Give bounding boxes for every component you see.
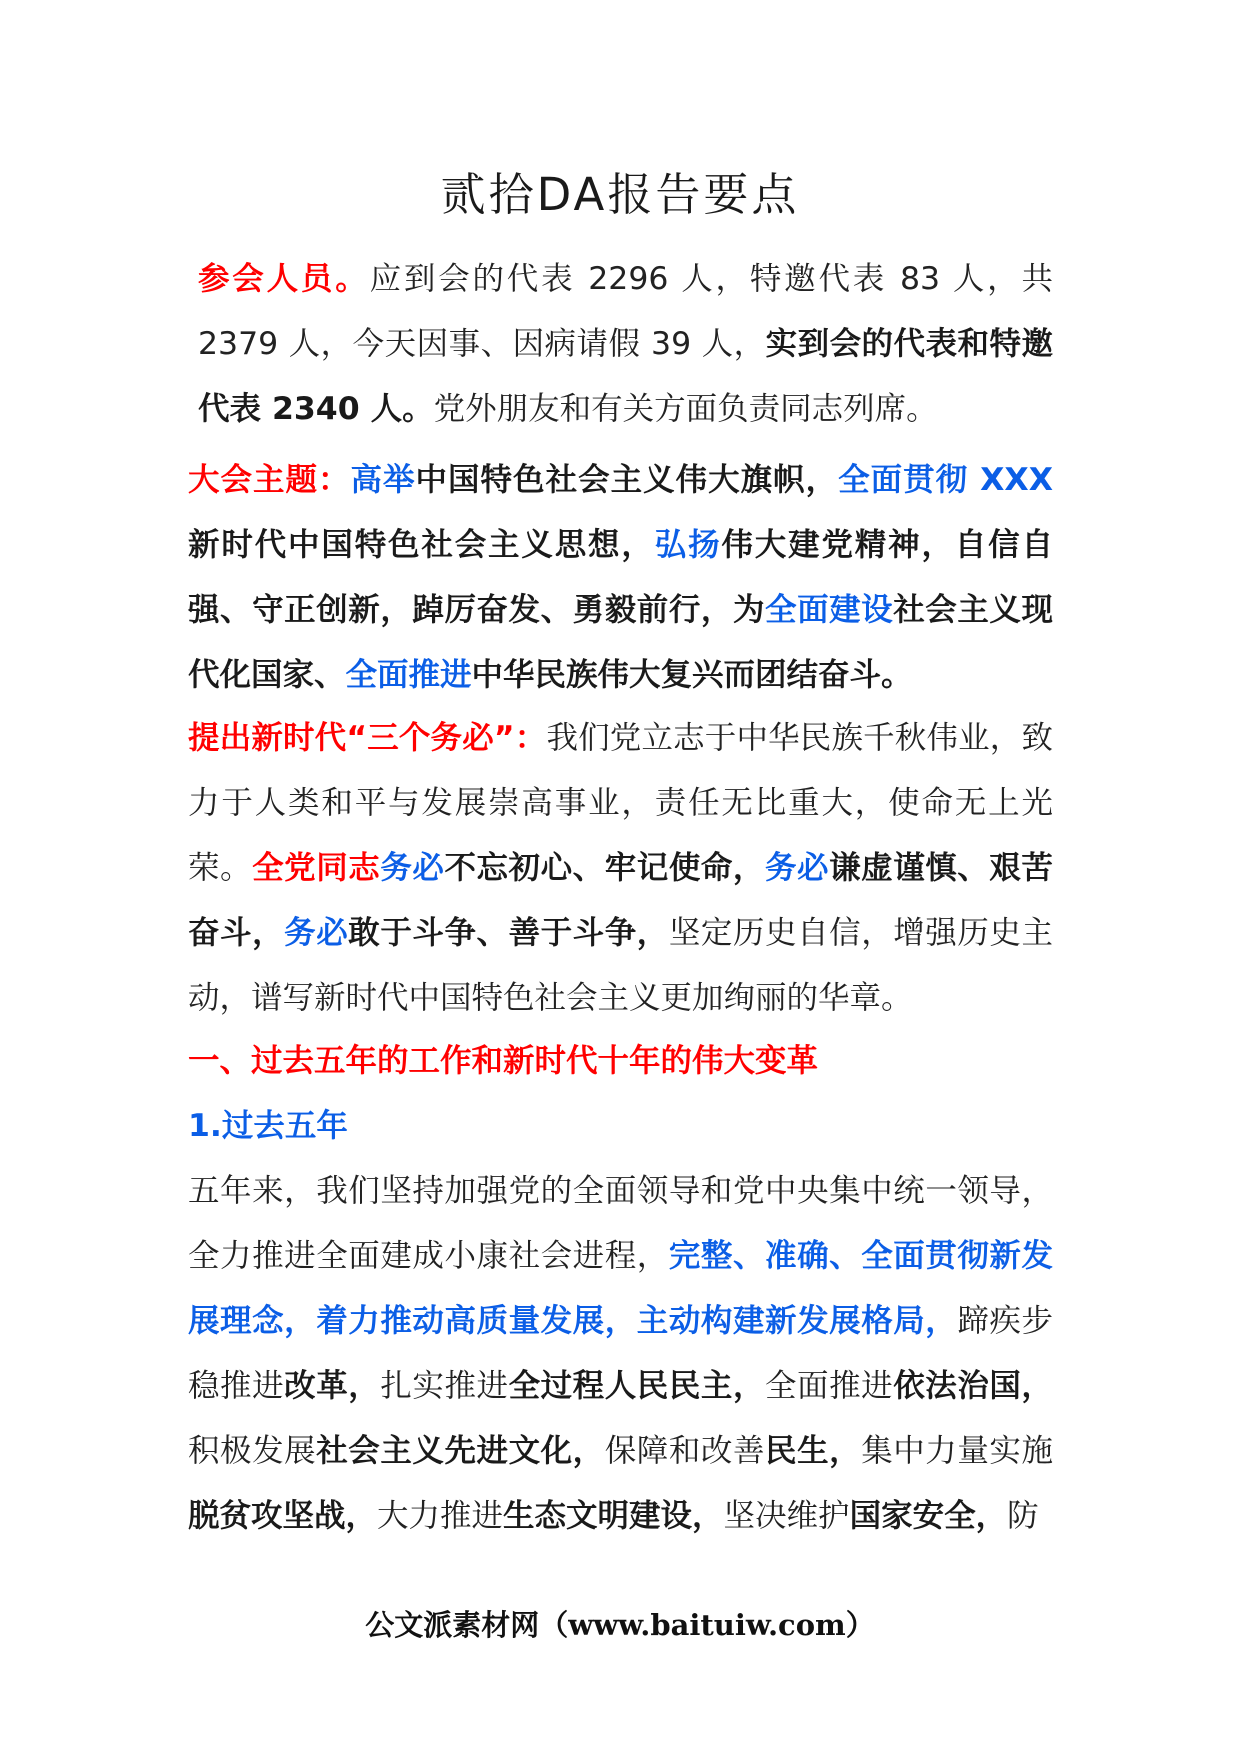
footer-source: 公文派素材网（www.baituiw.com） <box>365 1608 875 1642</box>
body-text: 全过程人民民主， <box>508 1368 765 1404</box>
three-musts-label: 提出新时代“三个务必”： <box>188 720 547 756</box>
theme-segment: 中国特色社会主义伟大旗帜， <box>415 462 839 498</box>
three-musts-text: 我们党立志于中华民族千秋伟业，致力于人类和平与发展崇高事业，责任无比重大，使命无上光荣。 <box>188 720 1053 886</box>
body-text: 蹄疾步稳推进 <box>188 1303 1053 1404</box>
theme-segment: 新时代中国特色社会主义思想， <box>188 527 655 563</box>
three-musts-text: 全党同志 <box>252 850 381 886</box>
three-musts-text: 坚定历史自信，增强历史主动，谱写新时代中国特色社会主义更加绚丽的华章。 <box>188 915 1053 1016</box>
page-title: 贰拾DA报告要点 <box>440 168 800 221</box>
body-text: 保障和改善 <box>604 1433 766 1469</box>
theme-paragraph <box>188 448 1053 708</box>
three-musts-paragraph <box>188 706 1053 1031</box>
three-musts-text: 务必 <box>764 850 830 886</box>
body-text: 坚决维护 <box>723 1498 850 1534</box>
theme-segment: 弘扬 <box>654 527 722 563</box>
body-text: 民生， <box>765 1433 862 1469</box>
three-musts-text: 谦虚谨慎、艰苦奋斗， <box>188 850 1053 951</box>
body-text: 大力推进 <box>377 1498 504 1534</box>
body-text: 集中力量实施 <box>861 1433 1053 1469</box>
theme-segment: 全面推进 <box>345 657 472 693</box>
section-subheading: 1.过去五年 <box>188 1108 348 1144</box>
theme-segment: 全面建设 <box>765 592 894 628</box>
three-musts-text: 务必 <box>380 850 445 886</box>
three-musts-text: 务必 <box>284 915 349 951</box>
three-musts-text: 不忘初心、牢记使命， <box>444 850 765 886</box>
attendance-text-2: 党外朋友和有关方面负责同志列席。 <box>433 391 938 427</box>
three-musts-text: 敢于斗争、善于斗争， <box>348 915 669 951</box>
body-text: 依法治国， <box>893 1368 1053 1404</box>
theme-segment: 社会主义现代化国家、 <box>188 592 1053 693</box>
theme-segment: 伟大建党精神，自信自强、守正创新，踔厉奋发、勇毅前行，为 <box>188 527 1053 628</box>
body-text: 全面推进 <box>765 1368 894 1404</box>
body-text: 改革， <box>284 1368 381 1404</box>
theme-label: 大会主题： <box>188 462 351 498</box>
body-text: 扎实推进 <box>380 1368 509 1404</box>
theme-segment: 全面贯彻 XXX <box>838 462 1053 498</box>
theme-segment: 中华民族伟大复兴而团结奋斗。 <box>471 657 913 693</box>
body-text: 防 <box>1007 1498 1039 1534</box>
attendance-text-1: 应到会的代表 2296 人，特邀代表 83 人，共 2379 人，今天因事、因病请假 39 人， <box>198 261 1053 362</box>
attendance-label: 参会人员。 <box>198 261 370 297</box>
section-body-paragraph <box>188 1159 1053 1549</box>
attendance-bold: 实到会的代表和特邀代表 2340 人。 <box>198 326 1053 427</box>
attendance-paragraph <box>198 247 1053 442</box>
body-text: 国家安全， <box>849 1498 1008 1534</box>
section-heading: 一、过去五年的工作和新时代十年的伟大变革 <box>188 1043 819 1079</box>
body-text: 五年来，我们坚持加强党的全面领导和党中央集中统一领导，全力推进全面建成小康社会进程， <box>188 1173 1053 1274</box>
body-text: 完整、准确、全面贯彻新发展理念，着力推动高质量发展，主动构建新发展格局， <box>188 1238 1053 1339</box>
body-text: 生态文明建设， <box>503 1498 724 1534</box>
body-text: 积极发展 <box>188 1433 317 1469</box>
theme-segment: 高举 <box>350 462 416 498</box>
body-text: 脱贫攻坚战， <box>188 1498 378 1534</box>
body-text: 社会主义先进文化， <box>316 1433 605 1469</box>
